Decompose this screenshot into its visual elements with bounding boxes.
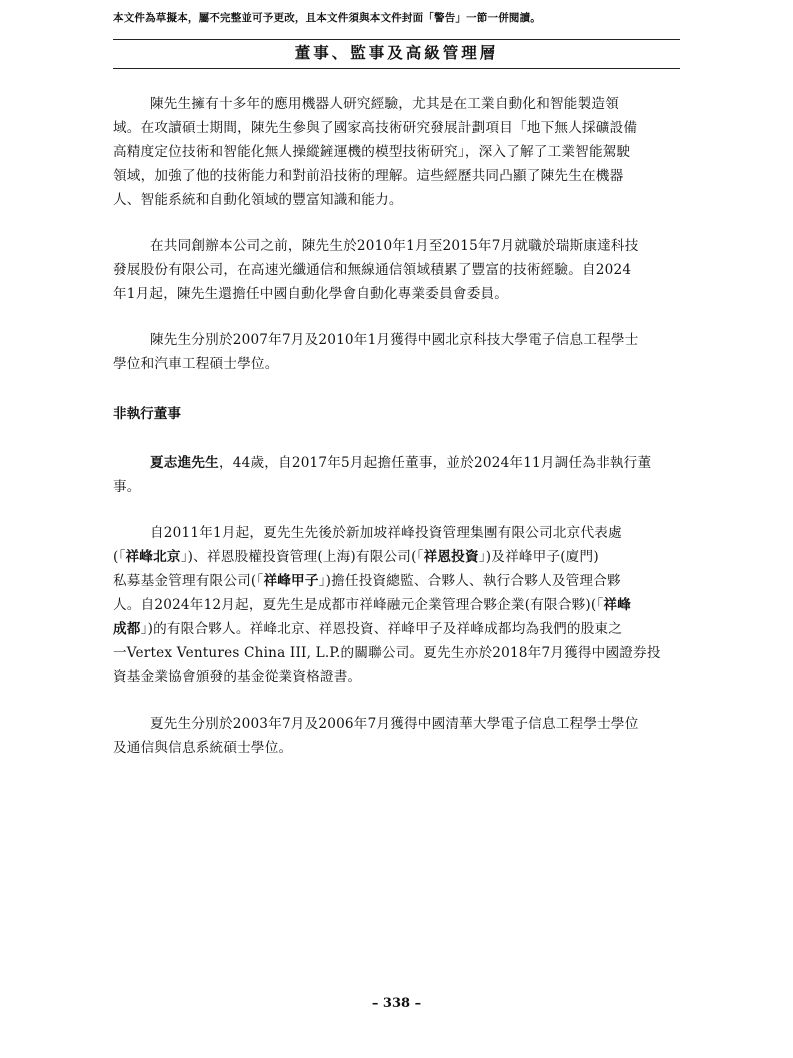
paragraph-line: 陳先生擁有十多年的應用機器人研究經驗，尤其是在工業自動化和智能製造領: [150, 96, 619, 112]
paragraph-line: 資基金業協會頒發的基金從業資格證書。: [113, 669, 362, 685]
paragraph-line: [113, 617, 684, 641]
paragraph-line: 領域，加強了他的技術能力和對前沿技術的理解。這些經歷共同凸顯了陳先生在機器: [113, 168, 624, 184]
text-run: 」)的有限合夥人。祥峰北京、祥恩投資、祥峰甲子及祥峰成都均為我們的股東之: [140, 621, 623, 637]
defined-term: 成都: [113, 621, 141, 637]
paragraph-line: 學位和汽車工程碩士學位。: [113, 356, 279, 372]
defined-term: 祥峰甲子: [263, 573, 319, 589]
paragraph-xia-intro: [113, 451, 684, 499]
paragraph-line: [113, 545, 684, 569]
paragraph-line: 事。: [113, 479, 141, 495]
paragraph-line: 一Vertex Ventures China III, L.P.的關聯公司。夏先生亦於2018年7月獲得中國證券投: [113, 645, 661, 661]
page-number: – 338 –: [371, 996, 422, 1011]
header-bottom-rule: [113, 68, 680, 69]
paragraph-chen-prior-employment: [113, 234, 684, 306]
paragraph-line: [113, 451, 684, 475]
director-name: 夏志進先生: [150, 455, 219, 471]
text-run: 私募基金管理有限公司(「: [113, 573, 264, 589]
text-run: 」)及祥峰甲子(廈門): [478, 549, 599, 565]
section-title: 董事、監事及高級管理層: [294, 44, 499, 62]
paragraph-line: 年1月起，陳先生還擔任中國自動化學會自動化專業委員會委員。: [113, 286, 509, 302]
paragraph-line: 陳先生分別於2007年7月及2010年1月獲得中國北京科技大學電子信息工程學士: [150, 332, 639, 348]
text-run: (「: [113, 549, 126, 565]
defined-term: 祥恩投資: [423, 549, 479, 565]
subheading-non-executive-directors: 非執行董事: [113, 406, 181, 422]
text-run: 人。自2024年12月起，夏先生是成都市祥峰融元企業管理合夥企業(有限合夥)(「: [113, 597, 604, 613]
paragraph-line: 夏先生分別於2003年7月及2006年7月獲得中國清華大學電子信息工程學士學位: [150, 716, 639, 732]
paragraph-line: 發展股份有限公司，在高速光纖通信和無線通信領域積累了豐富的技術經驗。自2024: [113, 262, 632, 278]
paragraph-xia-experience: [113, 521, 684, 689]
paragraph-line: [113, 593, 684, 617]
paragraph-chen-experience: [113, 92, 684, 212]
paragraph-line: 在共同創辦本公司之前，陳先生於2010年1月至2015年7月就職於瑞斯康達科技: [150, 238, 639, 254]
text-run: 」)、祥恩股權投資管理(上海)有限公司(「: [180, 549, 424, 565]
paragraph-line: 域。在攻讀碩士期間，陳先生參與了國家高技術研究發展計劃項目「地下無人採礦設備: [113, 120, 638, 136]
paragraph-line: 人、智能系統和自動化領域的豐富知識和能力。: [113, 192, 403, 208]
paragraph-line: 高精度定位技術和智能化無人操縱鏟運機的模型技術研究」，深入了解了工業智能駕駛: [113, 144, 631, 160]
paragraph-line: [113, 569, 684, 593]
text-run: 」)擔任投資總監、合夥人、執行合夥人及管理合夥: [318, 573, 621, 589]
defined-term: 祥峰: [603, 597, 632, 613]
paragraph-line: 及通信與信息系統碩士學位。: [113, 740, 293, 756]
text-run: ，44歲，自2017年5月起擔任董事，並於2024年11月調任為非執行董: [218, 455, 652, 471]
paragraph-xia-education: [113, 712, 684, 760]
paragraph-chen-education: [113, 328, 684, 376]
draft-notice: 本文件為草擬本，屬不完整並可予更改，且本文件須與本文件封面「警告」一節一併閱讀。: [113, 12, 541, 24]
defined-term: 祥峰北京: [125, 549, 181, 565]
paragraph-line: 自2011年1月起，夏先生先後於新加坡祥峰投資管理集團有限公司北京代表處: [150, 525, 622, 541]
